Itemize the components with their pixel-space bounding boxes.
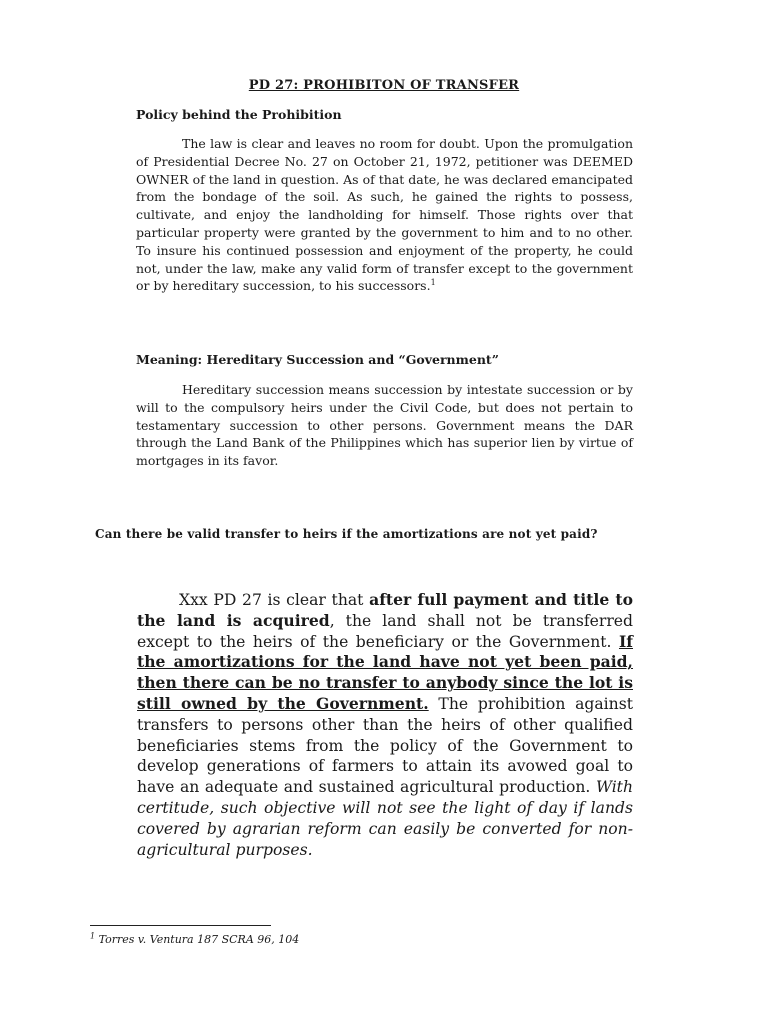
footnote-reference: 1 bbox=[430, 278, 436, 288]
quote-italic-text: With certitude, such objective will not see the light of day if lands covered by agrarian reform can easily be converted for non-agricultural purposes. bbox=[137, 778, 633, 859]
footnote-text: Torres v. Ventura 187 SCRA 96, 104 bbox=[98, 933, 300, 946]
section-heading-policy: Policy behind the Prohibition bbox=[136, 107, 342, 122]
meaning-paragraph: Hereditary succession means succession by intestate succession or by will to the compulsory heirs under the Civil Code, but does not pertain to testamentary succession to other persons. Government means the DAR through the Land Bank of the Philippines which has superior lien by virtue of mortgages in its favor. bbox=[136, 382, 633, 469]
quoted-passage bbox=[137, 590, 633, 860]
quote-bold-underlined-text: If the amortizations for the land have not yet been paid, then there can be no transfer to anybody since the lot is still owned by the Government. bbox=[137, 631, 633, 713]
quote-text-1: Xxx PD 27 is clear that bbox=[179, 591, 370, 609]
question-heading: Can there be valid transfer to heirs if the amortizations are not yet paid? bbox=[95, 527, 598, 541]
quote-bold-text: after full payment and title to the land is acquired bbox=[137, 590, 633, 630]
footnote-mark: 1 bbox=[90, 931, 96, 941]
section-heading-meaning: Meaning: Hereditary Succession and “Government” bbox=[136, 352, 499, 367]
page-title: PD 27: PROHIBITON OF TRANSFER bbox=[248, 78, 520, 93]
footnote-separator bbox=[90, 925, 271, 926]
policy-paragraph-text: The law is clear and leaves no room for doubt. Upon the promulgation of Presidential Decree No. 27 on October 21, 1972, petitioner was DEEMED OWNER of the land in question. As of that date, he was declared emancipated from the bondage of the soil. As such, he gained the rights to possess, cultivate, and enjoy the landholding for himself. Those rights over that particular property were granted by the government to him and to no other. To insure his continued possession and enjoyment of the property, he could not, under the law, make any valid form of transfer except to the government or by hereditary succession, to his successors. bbox=[136, 136, 633, 294]
quote-text-2: , the land shall not be transferred except to the heirs of the beneficiary or the Government. bbox=[137, 611, 633, 651]
quote-text-3: The prohibition against transfers to persons other than the heirs of other qualified beneficiaries stems from the policy of the Government to develop generations of farmers to attain its avowed goal to have an adequate and sustained agricultural production. bbox=[137, 694, 633, 797]
policy-paragraph bbox=[136, 135, 633, 295]
footnote bbox=[90, 933, 299, 946]
